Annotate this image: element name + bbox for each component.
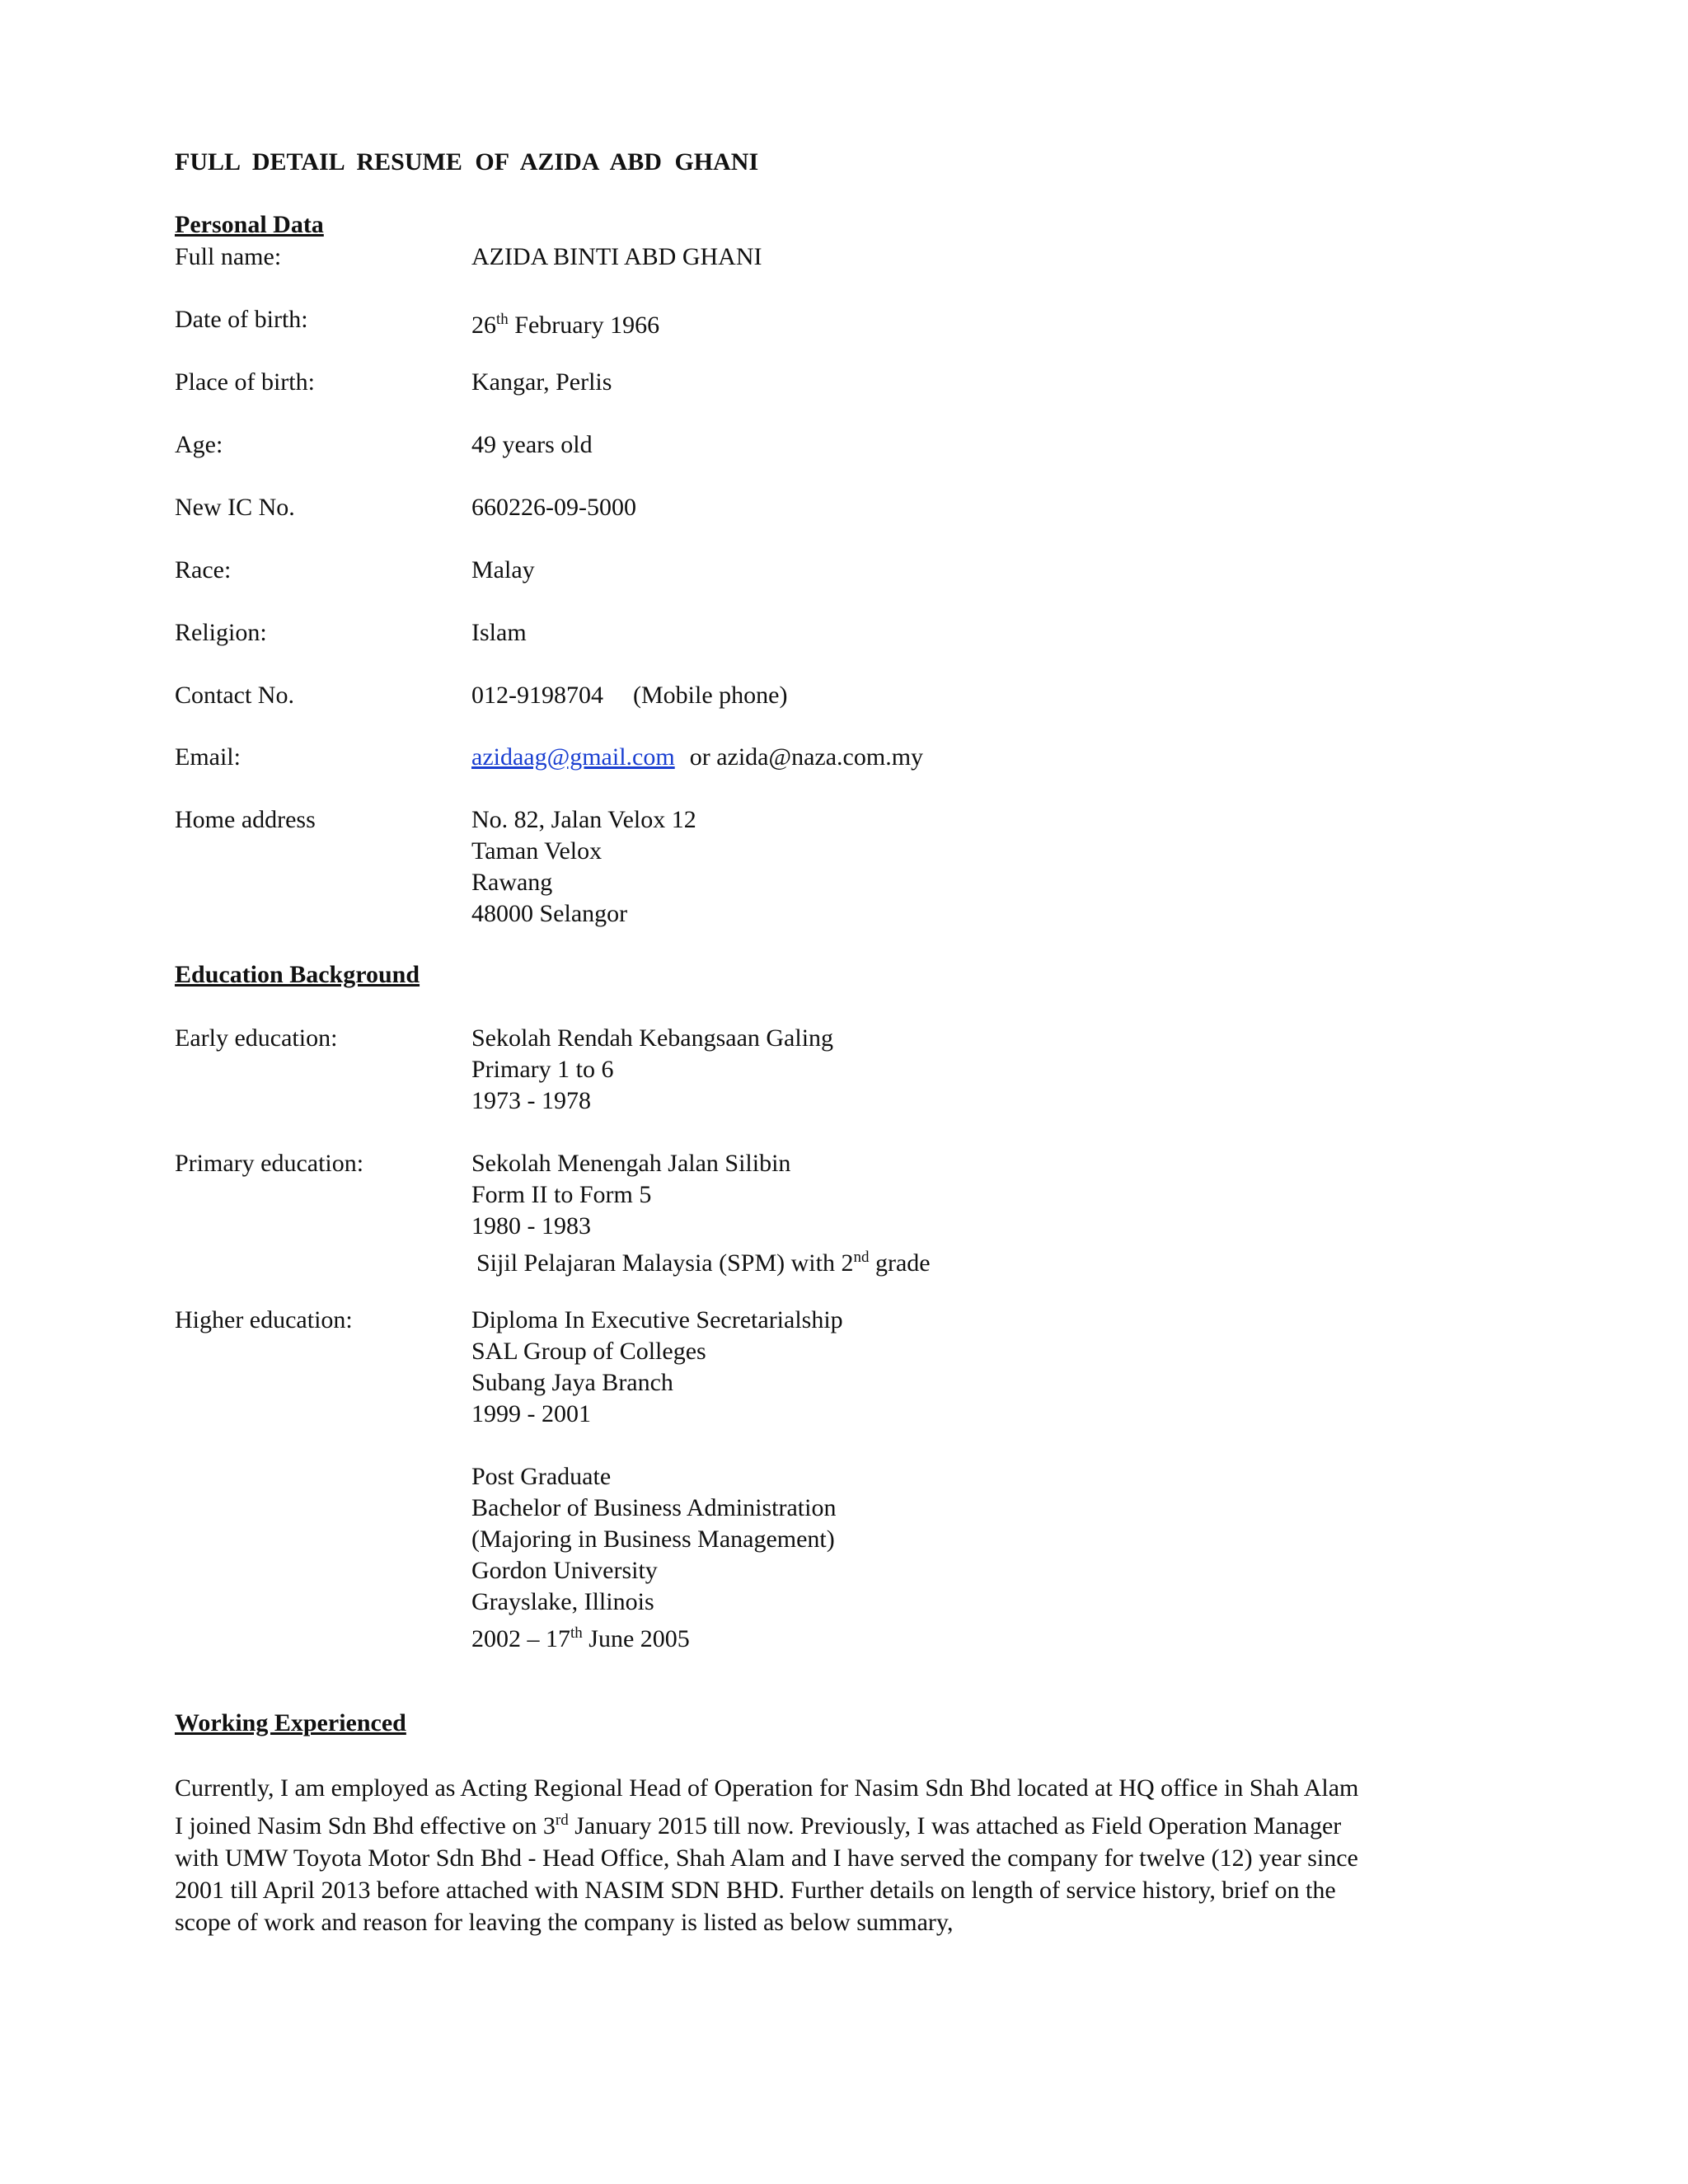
postgrad-line-4: Gordon University bbox=[471, 1557, 658, 1584]
ic-label: New IC No. bbox=[175, 494, 295, 521]
primary-education-line-3: 1980 - 1983 bbox=[471, 1212, 591, 1240]
higher-education-line-4: 1999 - 2001 bbox=[471, 1400, 591, 1427]
address-line-2: Taman Velox bbox=[471, 837, 603, 865]
contact-value: 012-9198704 (Mobile phone) bbox=[471, 682, 788, 709]
early-education-label: Early education: bbox=[175, 1024, 338, 1052]
work-paragraph bbox=[175, 1772, 1518, 1938]
address-line-1: No. 82, Jalan Velox 12 bbox=[471, 806, 696, 833]
early-education-line-2: Primary 1 to 6 bbox=[471, 1056, 614, 1083]
work-line-5: scope of work and reason for leaving the company is listed as below summary, bbox=[175, 1909, 954, 1936]
postgrad-date: 2002 – 17th June 2005 bbox=[471, 1624, 690, 1652]
dob-label: Date of birth: bbox=[175, 306, 308, 333]
primary-education-line-1: Sekolah Menengah Jalan Silibin bbox=[471, 1150, 791, 1177]
work-line-2: I joined Nasim Sdn Bhd effective on 3rd January 2015 till now. Previously, I was attached as Field Operation Manager bbox=[175, 1811, 1342, 1840]
primary-education-line-2: Form II to Form 5 bbox=[471, 1181, 652, 1208]
page-title: FULL DETAIL RESUME OF AZIDA ABD GHANI bbox=[175, 148, 759, 176]
address-line-3: Rawang bbox=[471, 869, 553, 896]
fullname-value: AZIDA BINTI ABD GHANI bbox=[471, 243, 762, 270]
postgrad-line-5: Grayslake, Illinois bbox=[471, 1588, 654, 1615]
primary-education-label: Primary education: bbox=[175, 1150, 364, 1177]
ic-value: 660226-09-5000 bbox=[471, 494, 636, 521]
work-heading: Working Experienced bbox=[175, 1709, 406, 1736]
higher-education-line-2: SAL Group of Colleges bbox=[471, 1338, 706, 1365]
age-label: Age: bbox=[175, 431, 223, 458]
postgrad-line-1: Post Graduate bbox=[471, 1463, 612, 1490]
email-label: Email: bbox=[175, 743, 241, 771]
pob-value: Kangar, Perlis bbox=[471, 368, 612, 396]
higher-education-label: Higher education: bbox=[175, 1306, 353, 1333]
contact-label: Contact No. bbox=[175, 682, 294, 709]
postgrad-line-3: (Majoring in Business Management) bbox=[471, 1526, 835, 1553]
education-heading: Education Background bbox=[175, 961, 420, 988]
personal-data-heading: Personal Data bbox=[175, 211, 324, 238]
dob-value: 26th February 1966 bbox=[471, 311, 660, 339]
address-line-4: 48000 Selangor bbox=[471, 900, 628, 927]
postgrad-line-2: Bachelor of Business Administration bbox=[471, 1494, 837, 1521]
work-line-3: with UMW Toyota Motor Sdn Bhd - Head Office, Shah Alam and I have served the company for twelve (12) year since bbox=[175, 1844, 1358, 1872]
higher-education-line-1: Diploma In Executive Secretarialship bbox=[471, 1306, 843, 1333]
fullname-label: Full name: bbox=[175, 243, 282, 270]
early-education-line-3: 1973 - 1978 bbox=[471, 1087, 591, 1114]
address-label: Home address bbox=[175, 806, 316, 833]
work-line-1: Currently, I am employed as Acting Regional Head of Operation for Nasim Sdn Bhd located at HQ office in Shah Alam bbox=[175, 1774, 1359, 1802]
early-education-line-1: Sekolah Rendah Kebangsaan Galing bbox=[471, 1024, 834, 1052]
email-link[interactable]: azidaag@gmail.com bbox=[471, 743, 675, 771]
email-value: azidaag@gmail.com or azida@naza.com.my bbox=[471, 743, 924, 771]
race-value: Malay bbox=[471, 556, 535, 583]
pob-label: Place of birth: bbox=[175, 368, 315, 396]
religion-value: Islam bbox=[471, 619, 527, 646]
spm-line: Sijil Pelajaran Malaysia (SPM) with 2nd grade bbox=[476, 1249, 931, 1277]
higher-education-line-3: Subang Jaya Branch bbox=[471, 1369, 673, 1396]
work-line-4: 2001 till April 2013 before attached with NASIM SDN BHD. Further details on length of service history, brief on the bbox=[175, 1877, 1336, 1904]
race-label: Race: bbox=[175, 556, 232, 583]
age-value: 49 years old bbox=[471, 431, 593, 458]
religion-label: Religion: bbox=[175, 619, 267, 646]
